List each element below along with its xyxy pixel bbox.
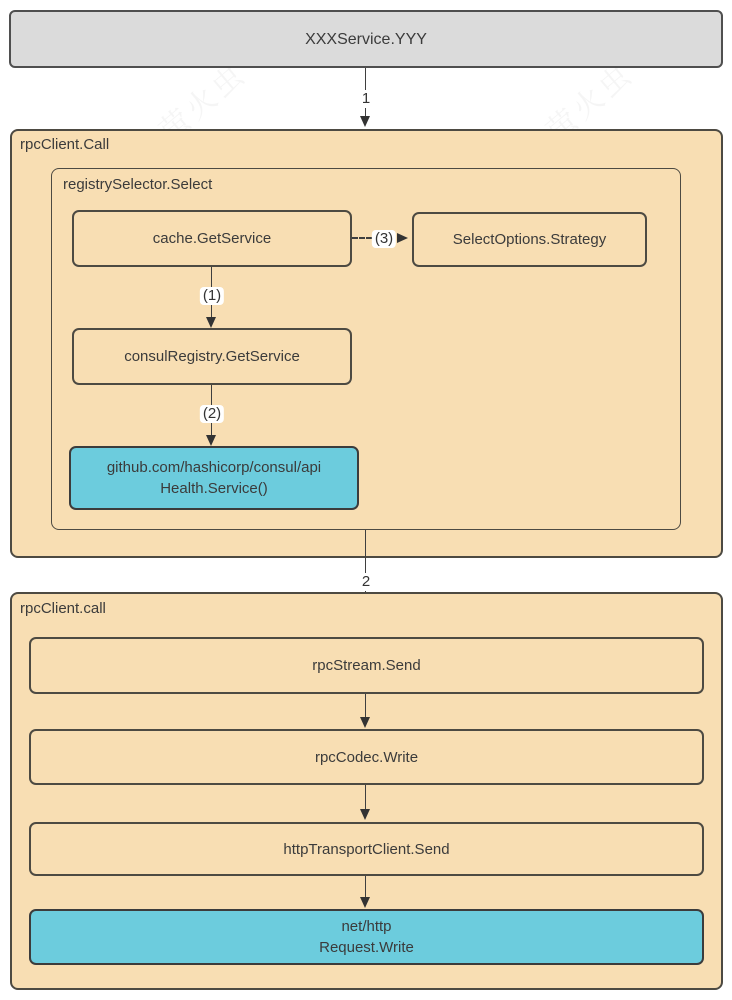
cache-getservice-box xyxy=(72,210,352,267)
service-entry-box xyxy=(9,10,723,68)
consul-api-line2: Health.Service() xyxy=(160,480,268,497)
consul-registry-getservice-box xyxy=(72,328,352,385)
arrow-lower1-head xyxy=(360,717,370,728)
http-transport-client-send-box xyxy=(29,822,704,876)
arrow-lower3-line xyxy=(365,876,366,898)
arrow-s2-head xyxy=(206,435,216,446)
cache-getservice-label: cache.GetService xyxy=(152,230,272,247)
selectoptions-strategy-box xyxy=(412,212,647,267)
rpccodec-write-box xyxy=(29,729,704,785)
selectoptions-strategy-label: SelectOptions.Strategy xyxy=(452,231,607,248)
rpcstream-send-box xyxy=(29,637,704,694)
arrow-step1-head xyxy=(360,116,370,127)
registry-selector-label: registrySelector.Select xyxy=(63,176,213,193)
arrow-lower2-head xyxy=(360,809,370,820)
consul-api-line1: github.com/hashicorp/consul/api xyxy=(106,459,322,476)
rpc-client-call-label: rpcClient.Call xyxy=(20,136,110,153)
net-http-request-write-box xyxy=(29,909,704,965)
arrow-s3-head xyxy=(397,233,408,243)
watermark-text: 萤火虫 xyxy=(153,57,253,149)
step-inner2-label: (2) xyxy=(200,405,224,423)
rpcstream-send-label: rpcStream.Send xyxy=(312,657,421,674)
rpc-client-call-lower-label: rpcClient.call xyxy=(20,600,106,617)
step-1-label: 1 xyxy=(361,90,371,107)
service-entry-label: XXXService.YYY xyxy=(305,30,427,48)
step-3-label: (3) xyxy=(372,230,396,248)
step-inner1-label: (1) xyxy=(200,287,224,305)
arrow-lower1-line xyxy=(365,694,366,718)
arrow-lower3-head xyxy=(360,897,370,908)
http-transport-client-send-label: httpTransportClient.Send xyxy=(283,840,450,858)
step-2-label: 2 xyxy=(361,573,371,590)
arrow-lower2-line xyxy=(365,785,366,810)
net-http-line1: net/http xyxy=(341,918,392,935)
watermark-text: 萤火虫 xyxy=(540,57,640,149)
arrow-s1-head xyxy=(206,317,216,328)
consul-api-box xyxy=(69,446,359,510)
consul-registry-getservice-label: consulRegistry.GetService xyxy=(124,348,300,365)
rpccodec-write-label: rpcCodec.Write xyxy=(314,748,419,766)
arrow-s3-dash xyxy=(352,237,372,239)
net-http-line2: Request.Write xyxy=(319,939,414,956)
